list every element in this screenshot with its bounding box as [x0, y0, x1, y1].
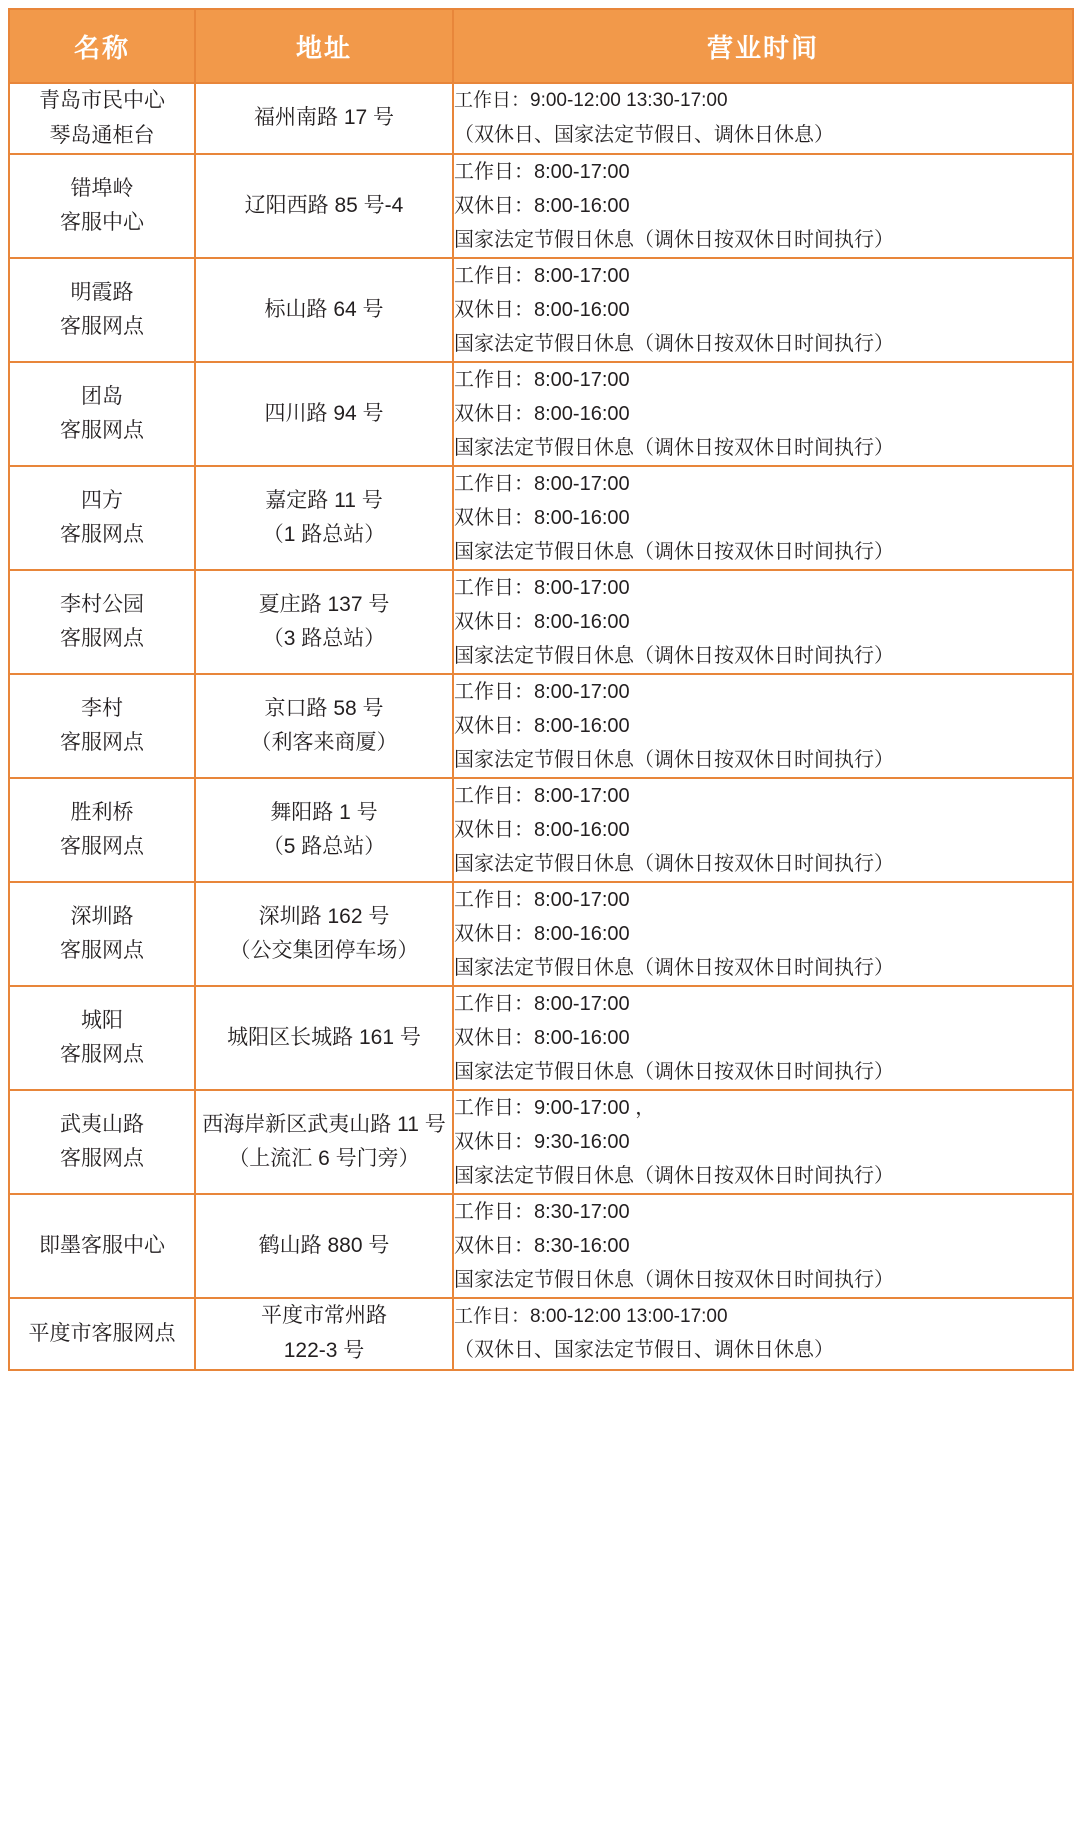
address-line: 122-3 号 — [283, 1338, 365, 1362]
name-line: 客服网点 — [60, 315, 144, 339]
hours-line: （双休日、国家法定节假日、调休日休息） — [454, 123, 834, 146]
cell-name — [9, 778, 195, 882]
hours-line: 工作日：8:00-17:00 — [454, 473, 630, 496]
table-row — [9, 258, 1073, 362]
table-row — [9, 674, 1073, 778]
table-row — [9, 1194, 1073, 1298]
name-line: 胜利桥 — [70, 800, 134, 824]
hours-line: 工作日：8:00-17:00 — [454, 577, 630, 600]
address-line: 福州南路 17 号 — [253, 106, 395, 130]
cell-hours — [453, 778, 1073, 882]
name-line: 青岛市民中心 — [39, 89, 165, 112]
address-line: （公交集团停车场） — [229, 939, 419, 963]
cell-address — [195, 882, 453, 986]
name-line: 明霞路 — [70, 280, 134, 304]
name-line: 客服网点 — [60, 835, 144, 859]
hours-line: 国家法定节假日休息（调休日按双休日时间执行） — [454, 749, 894, 772]
hours-line: 工作日：8:00-17:00 — [454, 265, 630, 288]
name-line: 客服网点 — [60, 627, 144, 651]
cell-address — [195, 1298, 453, 1369]
address-line: 平度市常州路 — [261, 1304, 387, 1328]
hours-line: 国家法定节假日休息（调休日按双休日时间执行） — [454, 541, 894, 564]
address-line: （利客来商厦） — [250, 731, 398, 755]
hours-line: 工作日：8:00-17:00 — [454, 369, 630, 392]
name-line: 即墨客服中心 — [39, 1233, 165, 1257]
address-line: 西海岸新区武夷山路 11 号 — [202, 1112, 446, 1136]
address-line: 鹤山路 880 号 — [258, 1233, 390, 1257]
hours-line: 工作日：8:00-12:00 13:00-17:00 — [454, 1305, 728, 1327]
hours-line: 国家法定节假日休息（调休日按双休日时间执行） — [454, 333, 894, 356]
cell-address — [195, 1194, 453, 1298]
hours-line: 双休日：8:00-16:00 — [454, 923, 630, 946]
table-row — [9, 362, 1073, 466]
address-line: （1 路总站） — [262, 523, 386, 547]
cell-hours — [453, 1090, 1073, 1194]
hours-line: 双休日：8:30-16:00 — [454, 1235, 630, 1258]
hours-line: 国家法定节假日休息（调休日按双休日时间执行） — [454, 437, 894, 460]
hours-line: 双休日：8:00-16:00 — [454, 715, 630, 738]
cell-address — [195, 258, 453, 362]
hours-line: （双休日、国家法定节假日、调休日休息） — [454, 1339, 834, 1362]
hours-line: 工作日：9:00-17:00 ， — [454, 1097, 656, 1120]
hours-line: 工作日：8:00-17:00 — [454, 161, 630, 184]
hours-line: 双休日：8:00-16:00 — [454, 1027, 630, 1050]
table-row — [9, 778, 1073, 882]
hours-line: 双休日：8:00-16:00 — [454, 195, 630, 218]
table-row — [9, 1090, 1073, 1194]
hours-line: 工作日：8:30-17:00 — [454, 1201, 630, 1224]
table-header-row — [9, 9, 1073, 83]
name-line: 深圳路 — [70, 904, 134, 928]
cell-address — [195, 674, 453, 778]
cell-name — [9, 570, 195, 674]
cell-hours — [453, 986, 1073, 1090]
name-line: 平度市客服网点 — [28, 1321, 176, 1345]
cell-hours — [453, 570, 1073, 674]
address-line: （5 路总站） — [262, 835, 386, 859]
cell-hours — [453, 674, 1073, 778]
name-line: 四方 — [81, 488, 123, 512]
hours-line: 国家法定节假日休息（调休日按双休日时间执行） — [454, 1269, 894, 1292]
name-line: 李村 — [81, 696, 123, 720]
table-row — [9, 466, 1073, 570]
name-line: 客服网点 — [60, 1147, 144, 1171]
name-line: 武夷山路 — [60, 1112, 144, 1136]
address-line: 辽阳西路 85 号-4 — [244, 193, 404, 217]
address-line: 舞阳路 1 号 — [270, 800, 378, 824]
cell-hours — [453, 83, 1073, 154]
column-header-name: 名称 — [9, 9, 195, 83]
name-line: 城阳 — [81, 1008, 123, 1032]
name-line: 琴岛通柜台 — [49, 123, 155, 147]
cell-name — [9, 1194, 195, 1298]
hours-line: 双休日：8:00-16:00 — [454, 819, 630, 842]
hours-line: 双休日：8:00-16:00 — [454, 403, 630, 426]
hours-line: 国家法定节假日休息（调休日按双休日时间执行） — [454, 1061, 894, 1084]
hours-line: 工作日：8:00-17:00 — [454, 993, 630, 1016]
hours-line: 双休日：8:00-16:00 — [454, 611, 630, 634]
cell-name — [9, 1298, 195, 1369]
cell-name — [9, 986, 195, 1090]
table-row — [9, 986, 1073, 1090]
cell-hours — [453, 154, 1073, 258]
cell-hours — [453, 258, 1073, 362]
address-line: （3 路总站） — [262, 627, 386, 651]
name-line: 错埠岭 — [70, 176, 134, 200]
cell-hours — [453, 466, 1073, 570]
cell-address — [195, 466, 453, 570]
table-header — [9, 9, 1073, 83]
name-line: 客服中心 — [60, 211, 144, 235]
hours-line: 双休日：8:00-16:00 — [454, 299, 630, 322]
cell-address — [195, 362, 453, 466]
name-line: 团岛 — [81, 384, 123, 408]
hours-line: 国家法定节假日休息（调休日按双休日时间执行） — [454, 1165, 894, 1188]
name-line: 客服网点 — [60, 419, 144, 443]
table-row — [9, 882, 1073, 986]
name-line: 李村公园 — [60, 592, 144, 616]
table-row — [9, 83, 1073, 154]
table-row — [9, 154, 1073, 258]
cell-hours — [453, 1194, 1073, 1298]
hours-line: 国家法定节假日休息（调休日按双休日时间执行） — [454, 957, 894, 980]
name-line: 客服网点 — [60, 731, 144, 755]
name-line: 客服网点 — [60, 1043, 144, 1067]
cell-name — [9, 674, 195, 778]
table-row — [9, 1298, 1073, 1369]
table-body — [9, 83, 1073, 1370]
cell-address — [195, 986, 453, 1090]
hours-line: 工作日：8:00-17:00 — [454, 889, 630, 912]
cell-hours — [453, 362, 1073, 466]
cell-name — [9, 258, 195, 362]
cell-name — [9, 154, 195, 258]
address-line: （上流汇 6 号门旁） — [228, 1147, 420, 1171]
hours-line: 国家法定节假日休息（调休日按双休日时间执行） — [454, 853, 894, 876]
address-line: 标山路 64 号 — [264, 297, 384, 321]
name-line: 客服网点 — [60, 939, 144, 963]
cell-address — [195, 778, 453, 882]
address-line: 深圳路 162 号 — [258, 904, 390, 928]
cell-hours — [453, 882, 1073, 986]
cell-address — [195, 570, 453, 674]
hours-line: 双休日：9:30-16:00 — [454, 1131, 630, 1154]
hours-line: 工作日：8:00-17:00 — [454, 785, 630, 808]
address-line: 夏庄路 137 号 — [258, 592, 390, 616]
address-line: 嘉定路 11 号 — [265, 488, 383, 512]
cell-address — [195, 83, 453, 154]
cell-name — [9, 362, 195, 466]
address-line: 京口路 58 号 — [264, 696, 384, 720]
hours-line: 国家法定节假日休息（调休日按双休日时间执行） — [454, 645, 894, 668]
cell-name — [9, 1090, 195, 1194]
hours-line: 国家法定节假日休息（调休日按双休日时间执行） — [454, 229, 894, 252]
address-line: 四川路 94 号 — [264, 401, 384, 425]
cell-address — [195, 154, 453, 258]
hours-line: 工作日：8:00-17:00 — [454, 681, 630, 704]
table-row — [9, 570, 1073, 674]
column-header-address: 地址 — [195, 9, 453, 83]
service-points-table — [8, 8, 1074, 1371]
cell-address — [195, 1090, 453, 1194]
cell-hours — [453, 1298, 1073, 1369]
cell-name — [9, 882, 195, 986]
hours-line: 工作日：9:00-12:00 13:30-17:00 — [454, 90, 728, 112]
address-line: 城阳区长城路 161 号 — [227, 1025, 421, 1049]
cell-name — [9, 466, 195, 570]
hours-line: 双休日：8:00-16:00 — [454, 507, 630, 530]
column-header-hours: 营业时间 — [453, 9, 1073, 83]
cell-name — [9, 83, 195, 154]
name-line: 客服网点 — [60, 523, 144, 547]
